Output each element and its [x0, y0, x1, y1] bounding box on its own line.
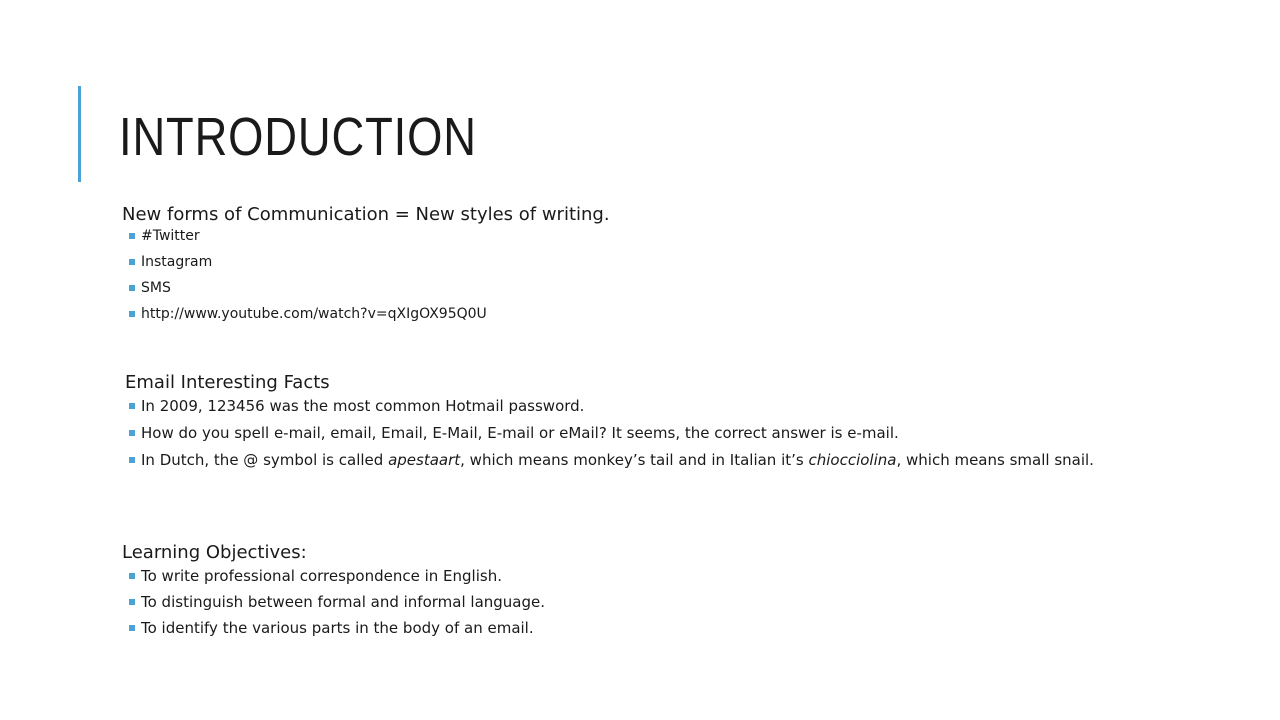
title-accent-bar — [78, 86, 81, 182]
list-item-text: In 2009, 123456 was the most common Hotmail password. — [141, 397, 585, 415]
bullet-list — [122, 398, 1097, 468]
list-item — [122, 280, 610, 296]
section-heading: Email Interesting Facts — [125, 372, 330, 393]
list-item-text-part: , which means small snail. — [896, 451, 1094, 469]
list-item-text: SMS — [141, 280, 171, 296]
section-communication — [122, 203, 610, 322]
list-item — [122, 452, 1097, 468]
square-bullet-icon — [129, 625, 135, 631]
bullet-list — [122, 228, 610, 322]
list-item-text-part: In Dutch, the @ symbol is called — [141, 451, 389, 469]
bullet-list — [122, 568, 545, 636]
list-item-text: Instagram — [141, 254, 213, 270]
square-bullet-icon — [129, 430, 135, 436]
list-item — [122, 594, 545, 610]
list-item — [122, 425, 1097, 441]
square-bullet-icon — [129, 311, 135, 317]
dutch-term: apestaart — [388, 451, 461, 469]
section-heading: New forms of Communication = New styles of writing. — [122, 204, 610, 225]
list-item — [122, 568, 545, 584]
section-learning-objectives — [122, 541, 545, 636]
square-bullet-icon — [129, 259, 135, 265]
list-item-text: To write professional correspondence in English. — [141, 567, 502, 585]
italian-term: chiocciolina — [808, 451, 897, 469]
section-heading: Learning Objectives: — [122, 542, 307, 563]
list-item-text: How do you spell e-mail, email, Email, E-Mail, E-mail or eMail? It seems, the correct answer is e-mail. — [141, 424, 899, 442]
square-bullet-icon — [129, 457, 135, 463]
square-bullet-icon — [129, 599, 135, 605]
square-bullet-icon — [129, 285, 135, 291]
list-item-text-part: , which means monkey’s tail and in Italian it’s — [460, 451, 809, 469]
list-item — [122, 620, 545, 636]
youtube-link[interactable]: http://www.youtube.com/watch?v=qXIgOX95Q0U — [141, 306, 487, 322]
list-item-text: To identify the various parts in the body of an email. — [141, 619, 534, 637]
square-bullet-icon — [129, 233, 135, 239]
list-item — [122, 228, 610, 244]
slide-title: INTRODUCTION — [119, 107, 477, 167]
section-email-facts — [122, 371, 1097, 468]
square-bullet-icon — [129, 573, 135, 579]
list-item — [122, 254, 610, 270]
square-bullet-icon — [129, 403, 135, 409]
list-item-text: To distinguish between formal and informal language. — [141, 593, 546, 611]
list-item-text: #Twitter — [141, 228, 200, 244]
list-item — [122, 398, 1097, 414]
list-item — [122, 306, 610, 322]
